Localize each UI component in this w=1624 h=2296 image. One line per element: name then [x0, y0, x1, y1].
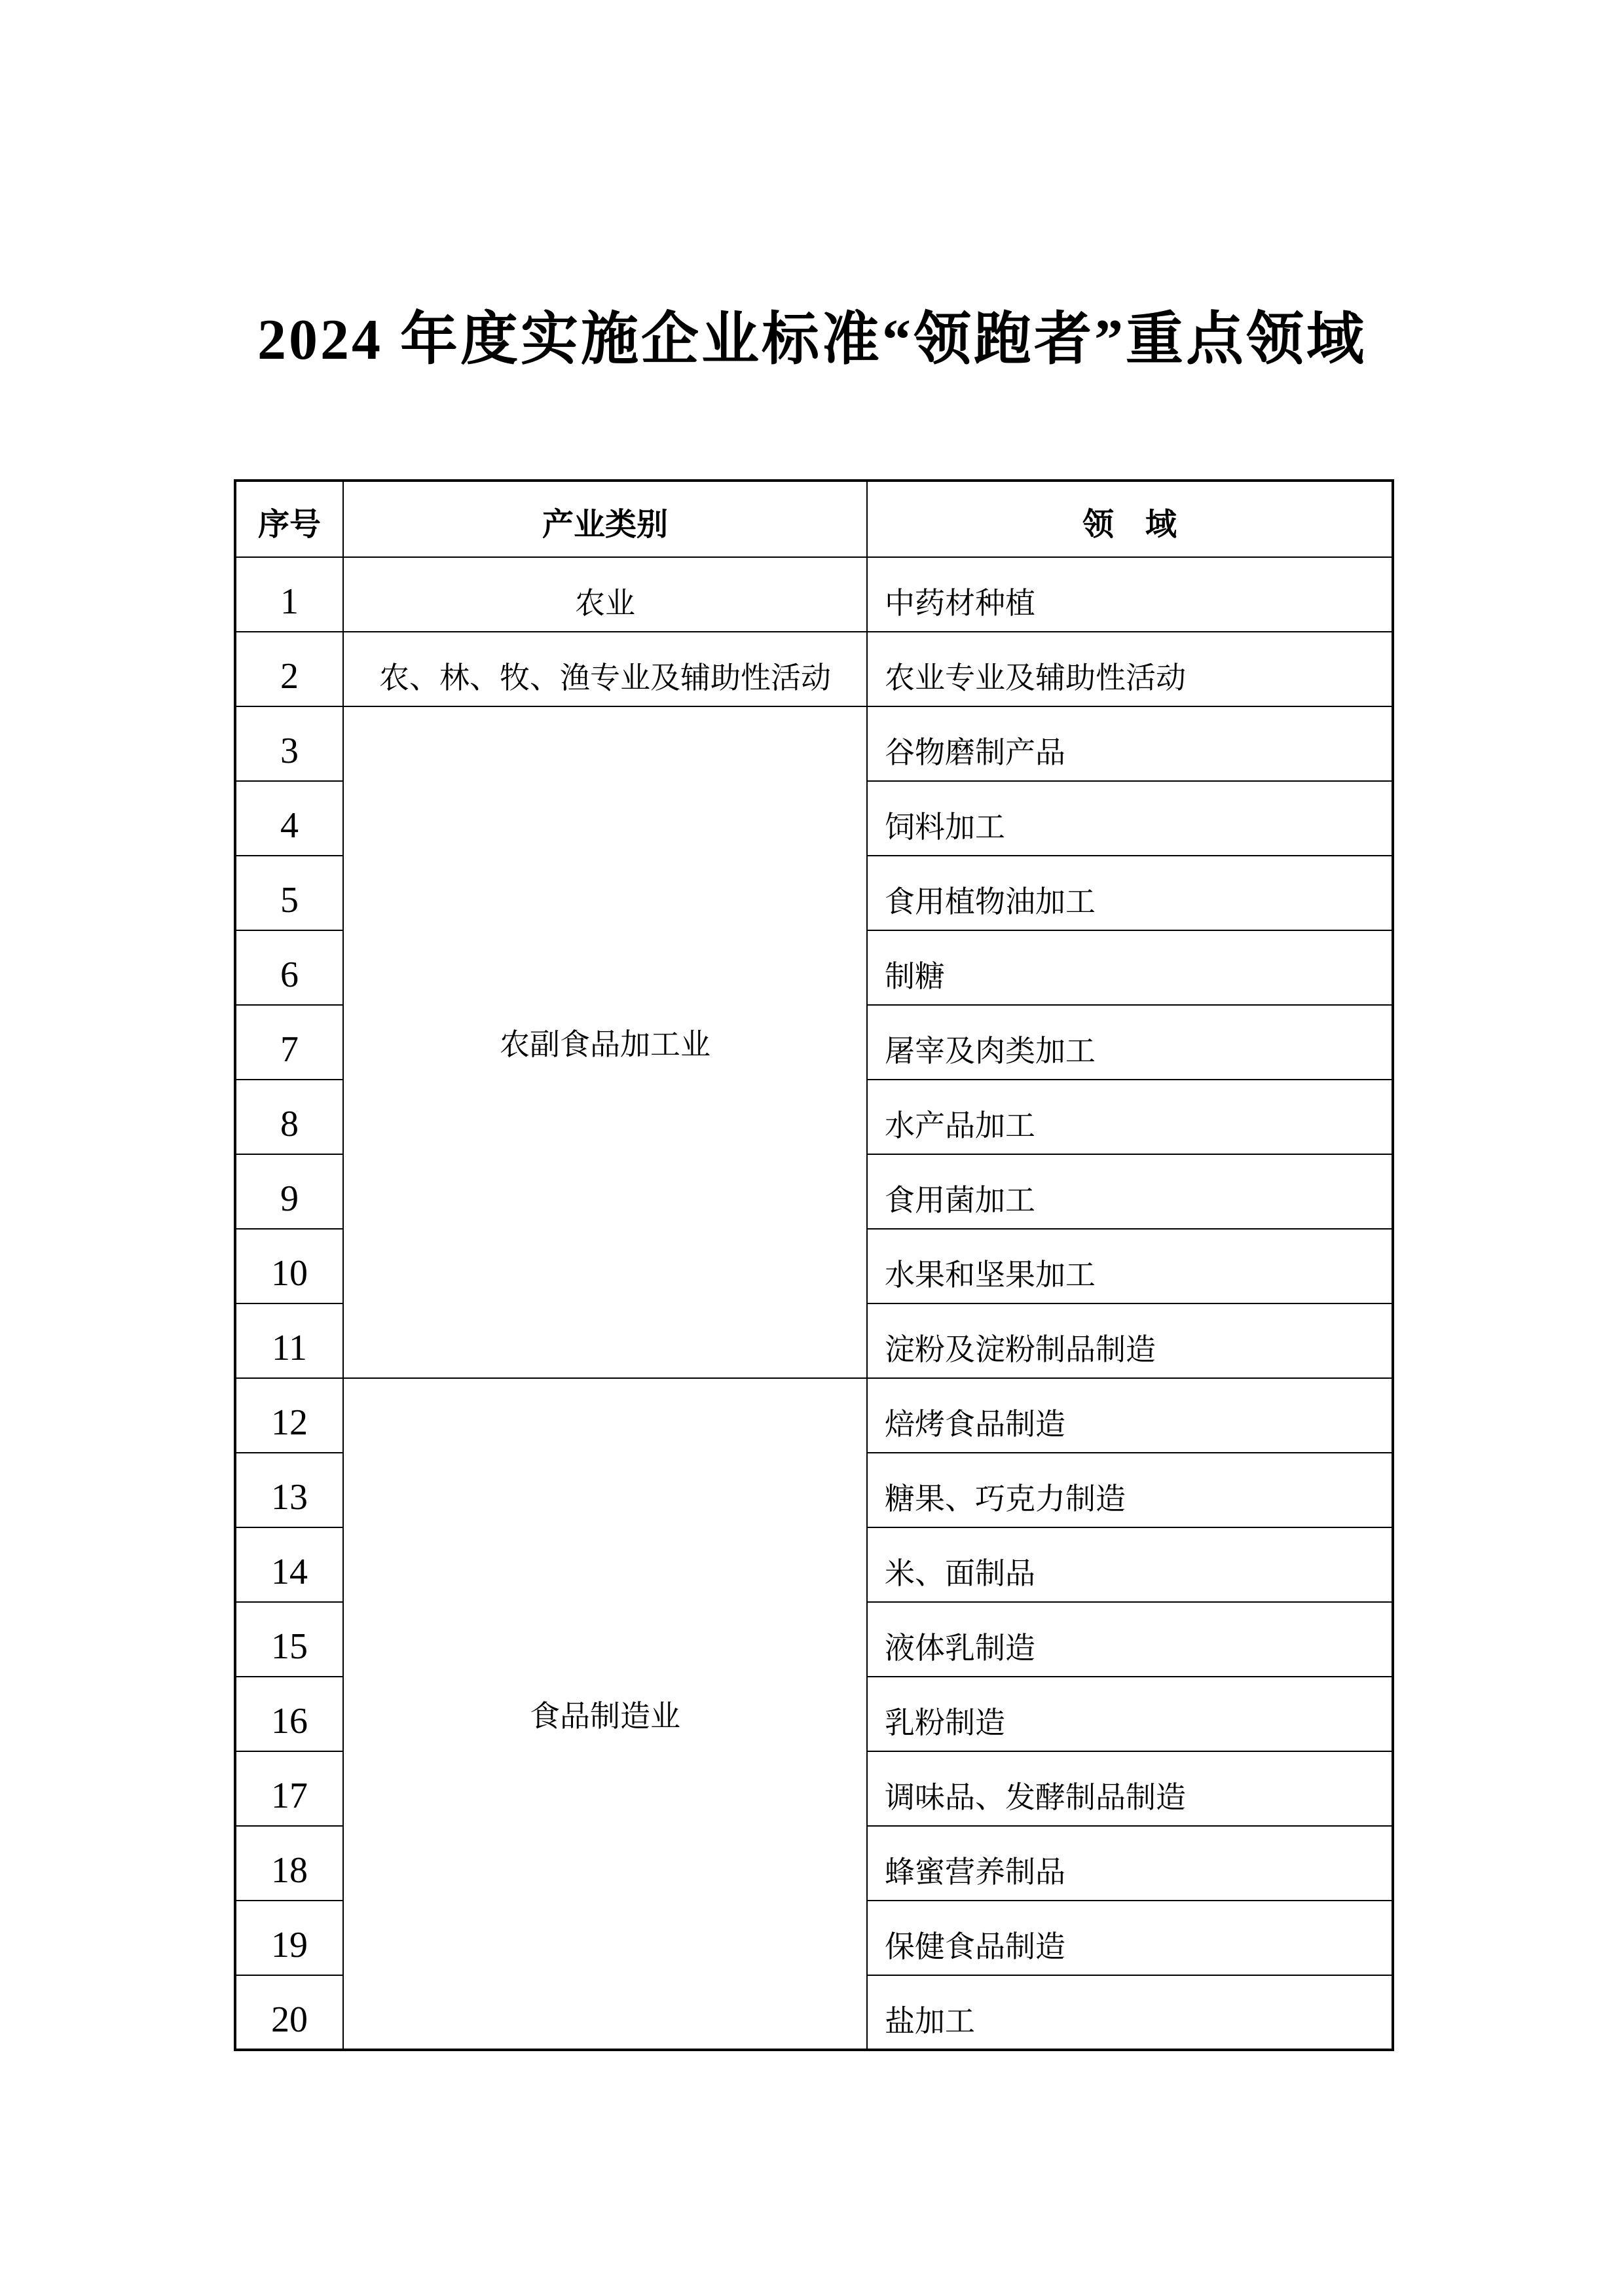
field-cell: 淀粉及淀粉制品制造 [867, 1303, 1393, 1378]
table-header-row [235, 481, 1393, 557]
row-number-cell: 20 [235, 1975, 343, 2050]
category-cell-merged: 农副食品加工业 [343, 706, 867, 1378]
field-cell: 谷物磨制产品 [867, 706, 1393, 781]
field-cell: 糖果、巧克力制造 [867, 1453, 1393, 1527]
row-number-cell: 12 [235, 1378, 343, 1453]
header-cell-category: 产业类别 [343, 481, 867, 557]
field-cell: 水产品加工 [867, 1080, 1393, 1154]
field-cell: 中药材种植 [867, 557, 1393, 632]
field-cell: 焙烤食品制造 [867, 1378, 1393, 1453]
field-cell: 乳粉制造 [867, 1677, 1393, 1751]
row-number-cell: 19 [235, 1901, 343, 1975]
row-number-cell: 17 [235, 1751, 343, 1826]
field-cell: 盐加工 [867, 1975, 1393, 2050]
field-cell: 液体乳制造 [867, 1602, 1393, 1677]
row-number-cell: 11 [235, 1303, 343, 1378]
row-number-cell: 8 [235, 1080, 343, 1154]
header-cell-no: 序号 [235, 481, 343, 557]
row-number-cell: 5 [235, 856, 343, 930]
row-number-cell: 6 [235, 930, 343, 1005]
category-cell: 农业 [343, 557, 867, 632]
field-cell: 农业专业及辅助性活动 [867, 632, 1393, 706]
field-cell: 调味品、发酵制品制造 [867, 1751, 1393, 1826]
row-number-cell: 7 [235, 1005, 343, 1080]
header-cell-field: 领 域 [867, 481, 1393, 557]
page-title: 2024 年度实施企业标准“领跑者”重点领域 [257, 308, 1367, 372]
row-number-cell: 2 [235, 632, 343, 706]
row-number-cell: 16 [235, 1677, 343, 1751]
category-cell-merged: 食品制造业 [343, 1378, 867, 2050]
row-number-cell: 1 [235, 557, 343, 632]
table-row [235, 706, 1393, 781]
field-cell: 保健食品制造 [867, 1901, 1393, 1975]
industry-table [234, 479, 1394, 2051]
row-number-cell: 15 [235, 1602, 343, 1677]
field-cell: 屠宰及肉类加工 [867, 1005, 1393, 1080]
table-row [235, 557, 1393, 632]
field-cell: 食用植物油加工 [867, 856, 1393, 930]
field-cell: 水果和坚果加工 [867, 1229, 1393, 1303]
row-number-cell: 10 [235, 1229, 343, 1303]
row-number-cell: 4 [235, 781, 343, 856]
row-number-cell: 18 [235, 1826, 343, 1901]
row-number-cell: 14 [235, 1527, 343, 1602]
field-cell: 食用菌加工 [867, 1154, 1393, 1229]
table-row [235, 632, 1393, 706]
field-cell: 制糖 [867, 930, 1393, 1005]
field-cell: 米、面制品 [867, 1527, 1393, 1602]
row-number-cell: 3 [235, 706, 343, 781]
table-row [235, 1378, 1393, 1453]
field-cell: 蜂蜜营养制品 [867, 1826, 1393, 1901]
category-cell: 农、林、牧、渔专业及辅助性活动 [343, 632, 867, 706]
field-cell: 饲料加工 [867, 781, 1393, 856]
row-number-cell: 13 [235, 1453, 343, 1527]
row-number-cell: 9 [235, 1154, 343, 1229]
